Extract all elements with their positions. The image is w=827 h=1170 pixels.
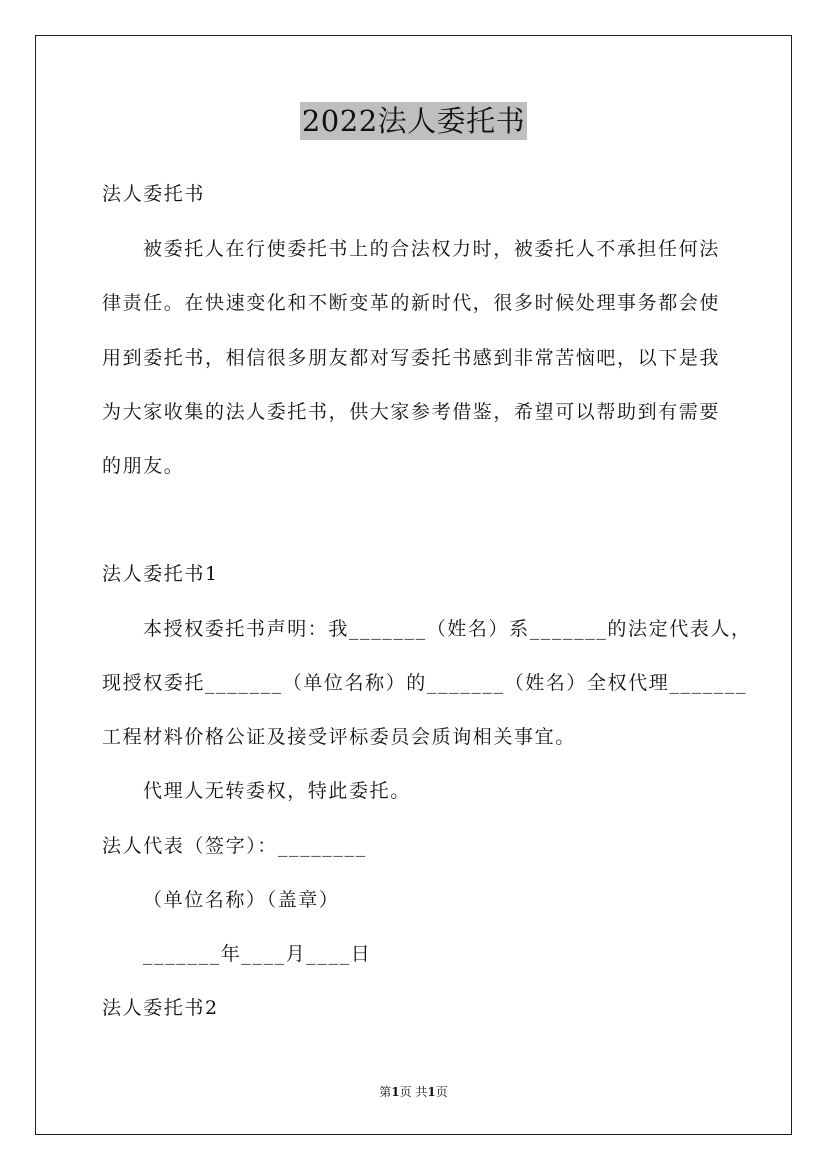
section-heading: 法人委托书1: [102, 563, 219, 585]
paragraph-line: 用到委托书，相信很多朋友都对写委托书感到非常苦恼吧，以下是我: [102, 347, 721, 369]
total-prefix: 共: [415, 1085, 428, 1099]
paragraph-line: 为大家收集的法人委托书，供大家参考借鉴，希望可以帮助到有需要: [102, 401, 721, 423]
page-suffix: 页: [399, 1085, 412, 1099]
paragraph-line: 现授权委托_______（单位名称）的_______（姓名）全权代理_______: [102, 672, 748, 694]
seal-line: （单位名称）（盖章）: [143, 889, 340, 911]
title-container: [0, 102, 827, 140]
paragraph-line: 本授权委托书声明：我_______（姓名）系_______的法定代表人，: [143, 618, 752, 640]
section-heading: 法人委托书2: [102, 997, 219, 1019]
page-footer: [0, 1084, 827, 1100]
page-number: 1: [391, 1085, 400, 1099]
total-pages: 1: [427, 1085, 436, 1099]
paragraph-line: 被委托人在行使委托书上的合法权力时，被委托人不承担任何法: [143, 238, 720, 260]
paragraph-line: 律责任。在快速变化和不断变革的新时代，很多时候处理事务都会使: [102, 292, 721, 314]
paragraph-line: 工程材料价格公证及接受评标委员会质询相关事宜。: [102, 726, 576, 748]
page-prefix: 第: [379, 1085, 392, 1099]
date-line: _______年____月____日: [143, 943, 372, 965]
document-title: 2022法人委托书: [301, 104, 526, 138]
paragraph-line: 的朋友。: [102, 455, 185, 477]
signature-line: 法人代表（签字）：________: [102, 835, 367, 857]
section-heading: 法人委托书: [102, 183, 206, 205]
paragraph-line: 代理人无转委权，特此委托。: [143, 780, 411, 802]
total-suffix: 页: [435, 1085, 448, 1099]
